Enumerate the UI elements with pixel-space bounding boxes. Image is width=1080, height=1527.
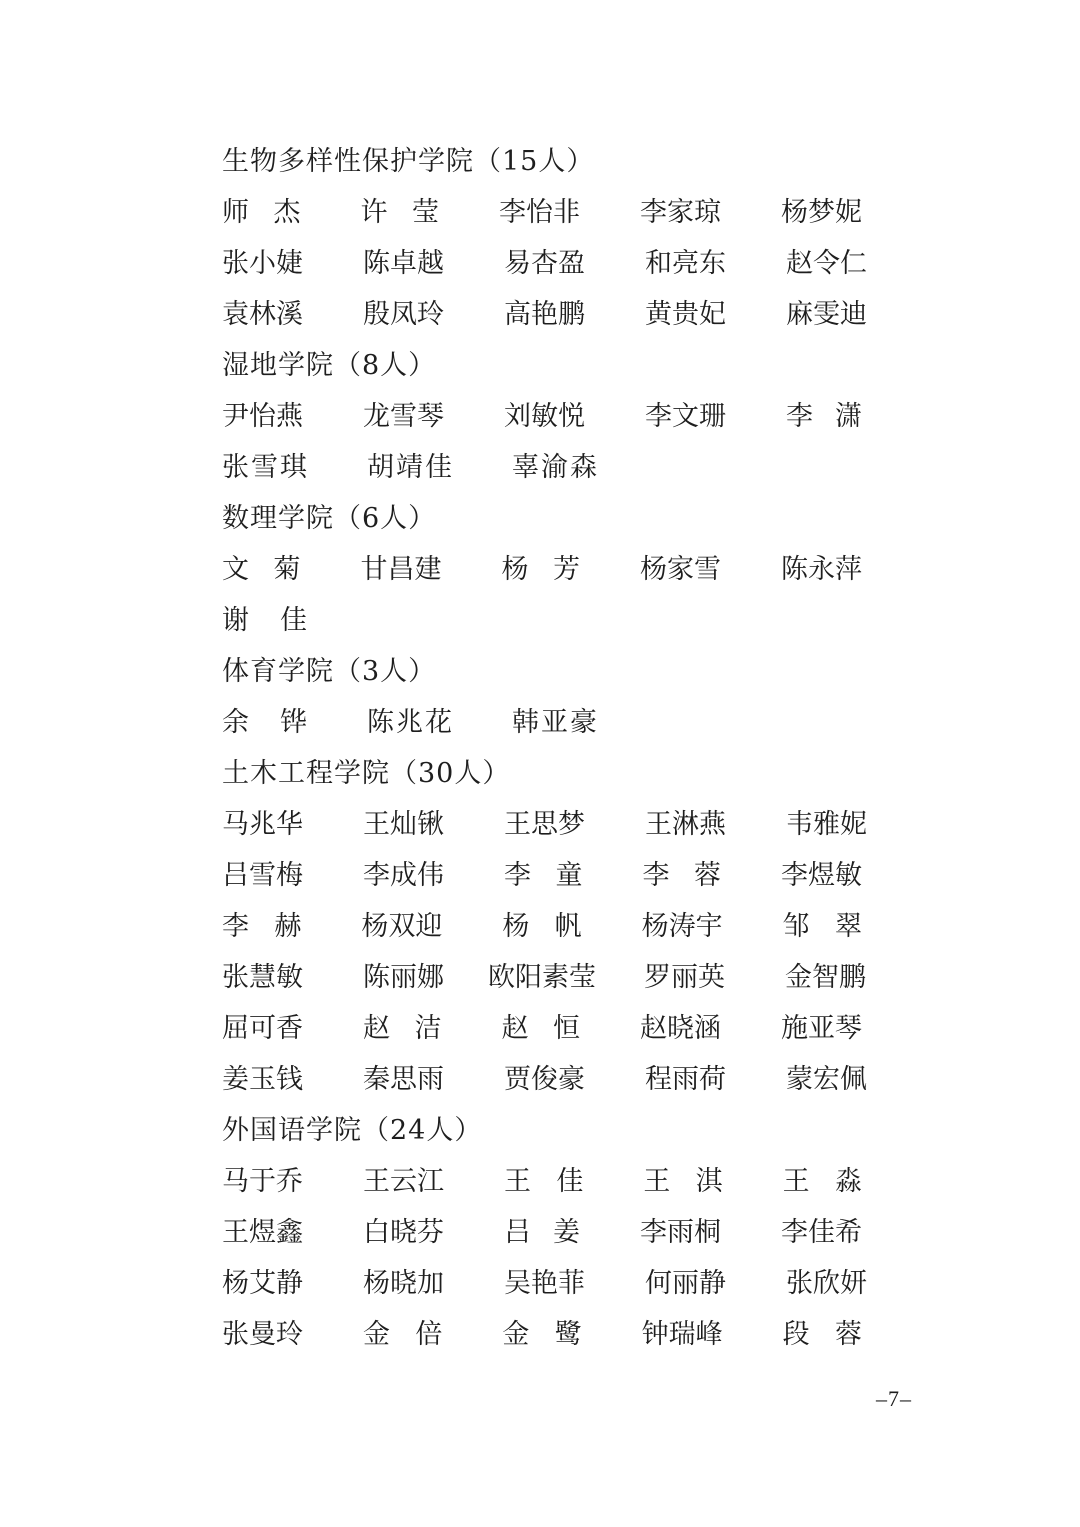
person-name: 程 雨 荷 <box>645 1064 726 1095</box>
person-name: 李 成 伟 <box>363 860 444 891</box>
person-name: 陈 永 萍 <box>781 554 862 585</box>
person-name: 秦 思 雨 <box>363 1064 444 1095</box>
person-name: 欧 阳 素 莹 <box>488 962 596 993</box>
person-name: 白 晓 芬 <box>363 1217 444 1248</box>
person-name: 王 煜 鑫 <box>222 1217 303 1248</box>
person-name: 杨 芳 <box>501 554 580 585</box>
name-row <box>222 391 922 442</box>
person-name: 龙 雪 琴 <box>363 401 444 432</box>
person-name: 王 佳 <box>504 1166 584 1197</box>
person-name: 王 灿 锹 <box>363 809 444 840</box>
person-name: 许 莹 <box>360 197 439 228</box>
person-name: 李 赫 <box>222 911 302 942</box>
person-name: 杨 家 雪 <box>640 554 721 585</box>
person-name: 李 童 <box>504 860 583 891</box>
name-row <box>222 1054 922 1105</box>
person-name: 贾 俊 豪 <box>504 1064 585 1095</box>
person-name: 吕 雪 梅 <box>222 860 303 891</box>
person-name: 金 智 鹏 <box>785 962 866 993</box>
name-row <box>222 1003 922 1054</box>
person-name: 吕 姜 <box>504 1217 580 1248</box>
name-row <box>222 289 922 340</box>
name-row <box>222 697 922 748</box>
person-name: 韩 亚 豪 <box>512 707 597 738</box>
person-name: 甘 昌 建 <box>360 554 442 585</box>
person-name: 钟 瑞 峰 <box>641 1319 723 1350</box>
section-title: 土木工程学院（30人） <box>222 758 511 789</box>
name-row <box>222 1156 922 1207</box>
person-name: 何 丽 静 <box>645 1268 726 1299</box>
person-name: 杨 晓 加 <box>363 1268 444 1299</box>
name-row <box>222 901 922 952</box>
person-name: 李 蓉 <box>642 860 721 891</box>
person-name: 师 杰 <box>222 197 301 228</box>
person-name: 谢 佳 <box>222 605 307 636</box>
person-name: 王 云 江 <box>363 1166 444 1197</box>
person-name: 黄 贵 妃 <box>645 299 726 330</box>
person-name: 李 煜 敏 <box>781 860 862 891</box>
person-name: 李 家 琼 <box>640 197 721 228</box>
person-name: 张 雪 琪 <box>222 452 307 483</box>
name-row <box>222 1258 922 1309</box>
person-name: 屈 可 香 <box>222 1013 303 1044</box>
name-list <box>222 136 922 1360</box>
person-name: 邹 翠 <box>782 911 862 942</box>
person-name: 金 鹭 <box>502 1319 582 1350</box>
section-title: 外国语学院（24人） <box>222 1115 483 1146</box>
name-row <box>222 187 922 238</box>
person-name: 易 杏 盈 <box>504 248 585 279</box>
person-name: 罗 丽 英 <box>644 962 725 993</box>
person-name: 杨 涛 宇 <box>641 911 723 942</box>
person-name: 姜 玉 钱 <box>222 1064 303 1095</box>
person-name: 韦 雅 妮 <box>786 809 867 840</box>
person-name: 蒙 宏 佩 <box>786 1064 867 1095</box>
person-name: 杨 帆 <box>502 911 582 942</box>
person-name: 殷 凤 玲 <box>363 299 444 330</box>
person-name: 张 小 婕 <box>222 248 303 279</box>
person-name: 陈 丽 娜 <box>363 962 444 993</box>
name-row <box>222 850 922 901</box>
person-name: 和 亮 东 <box>645 248 726 279</box>
person-name: 赵 晓 涵 <box>640 1013 721 1044</box>
person-name: 吴 艳 菲 <box>504 1268 585 1299</box>
person-name: 赵 洁 <box>363 1013 442 1044</box>
person-name: 赵 恒 <box>501 1013 580 1044</box>
person-name: 余 铧 <box>222 707 307 738</box>
page-number: –7– <box>876 1386 912 1411</box>
person-name: 杨 艾 静 <box>222 1268 303 1299</box>
person-name: 尹 怡 燕 <box>222 401 303 432</box>
section-title: 生物多样性保护学院（15人） <box>222 146 595 177</box>
person-name: 陈 兆 花 <box>367 707 452 738</box>
person-name: 陈 卓 越 <box>363 248 444 279</box>
person-name: 王 淋 燕 <box>645 809 726 840</box>
name-row <box>222 799 922 850</box>
person-name: 马 于 乔 <box>222 1166 303 1197</box>
person-name: 刘 敏 悦 <box>504 401 585 432</box>
person-name: 张 欣 妍 <box>786 1268 867 1299</box>
person-name: 李 文 珊 <box>645 401 726 432</box>
person-name: 王 淇 <box>643 1166 723 1197</box>
name-row <box>222 952 922 1003</box>
name-row <box>222 1309 922 1360</box>
name-row <box>222 238 922 289</box>
name-row <box>222 442 922 493</box>
person-name: 金 倍 <box>363 1319 443 1350</box>
person-name: 麻 雯 迪 <box>786 299 867 330</box>
person-name: 杨 梦 妮 <box>781 197 862 228</box>
name-row <box>222 1207 922 1258</box>
person-name: 张 慧 敏 <box>222 962 303 993</box>
person-name: 段 蓉 <box>782 1319 862 1350</box>
person-name: 马 兆 华 <box>222 809 303 840</box>
person-name: 胡 靖 佳 <box>367 452 452 483</box>
name-row <box>222 544 922 595</box>
name-row <box>222 595 922 646</box>
section-title: 体育学院（3人） <box>222 656 437 687</box>
person-name: 辜 渝 森 <box>512 452 597 483</box>
person-name: 文 菊 <box>222 554 301 585</box>
person-name: 李 潇 <box>786 401 862 432</box>
person-name: 赵 令 仁 <box>786 248 867 279</box>
section-title: 数理学院（6人） <box>222 503 437 534</box>
person-name: 王 淼 <box>782 1166 862 1197</box>
person-name: 杨 双 迎 <box>361 911 443 942</box>
person-name: 李 怡 非 <box>499 197 580 228</box>
person-name: 高 艳 鹏 <box>504 299 585 330</box>
person-name: 李 佳 希 <box>781 1217 862 1248</box>
person-name: 施 亚 琴 <box>781 1013 862 1044</box>
person-name: 王 思 梦 <box>504 809 585 840</box>
person-name: 张 曼 玲 <box>222 1319 303 1350</box>
person-name: 李 雨 桐 <box>640 1217 721 1248</box>
section-title: 湿地学院（8人） <box>222 350 437 381</box>
person-name: 袁 林 溪 <box>222 299 303 330</box>
